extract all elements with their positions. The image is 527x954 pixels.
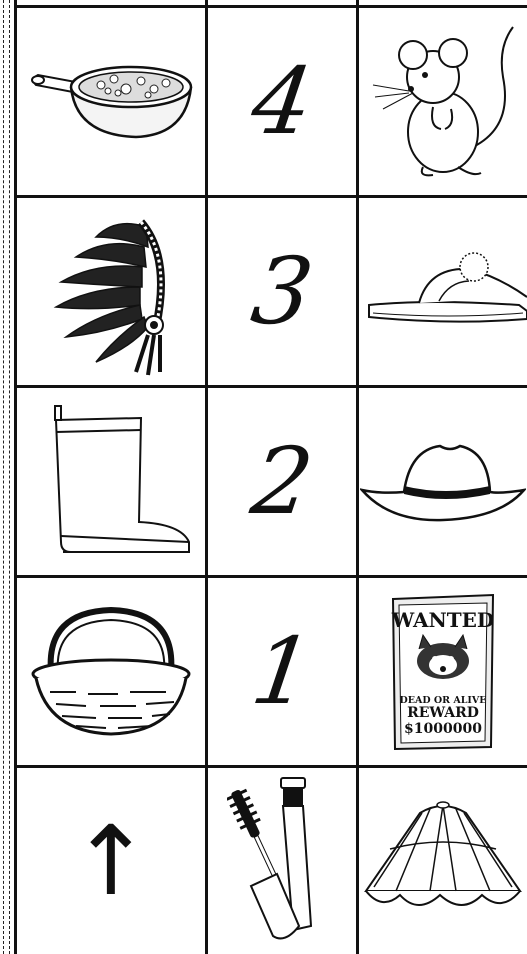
wanted-poster-picture xyxy=(359,578,527,765)
dash-line-left xyxy=(3,0,4,954)
number-label: 4 xyxy=(245,47,319,155)
pan-of-food-picture xyxy=(17,8,205,195)
arrow-cell xyxy=(17,768,205,954)
number-label: 3 xyxy=(245,237,319,345)
number-cell xyxy=(208,8,356,195)
wanted-title: WANTED xyxy=(391,607,495,632)
wanted-subtitle: DEAD OR ALIVE xyxy=(399,694,487,706)
number-cell xyxy=(208,388,356,575)
hat-picture xyxy=(359,388,527,575)
mouse-picture xyxy=(359,8,527,195)
dashed-cut-line xyxy=(0,0,14,954)
dash-line-right xyxy=(9,0,10,954)
up-arrow-icon: ↑ xyxy=(70,805,152,917)
wanted-reward-amount: $1000000 xyxy=(404,720,482,737)
mascara-picture xyxy=(208,768,356,954)
basket-picture xyxy=(17,578,205,765)
number-cell xyxy=(208,578,356,765)
number-label: 2 xyxy=(245,427,319,535)
slipper-picture xyxy=(359,198,527,385)
number-cell xyxy=(208,198,356,385)
feather-headdress-picture xyxy=(17,198,205,385)
rain-boot-picture xyxy=(17,388,205,575)
picture-number-grid xyxy=(14,0,527,954)
number-label: 1 xyxy=(245,617,319,725)
wanted-reward-label: REWARD xyxy=(407,704,479,721)
lampshade-picture xyxy=(359,768,527,954)
